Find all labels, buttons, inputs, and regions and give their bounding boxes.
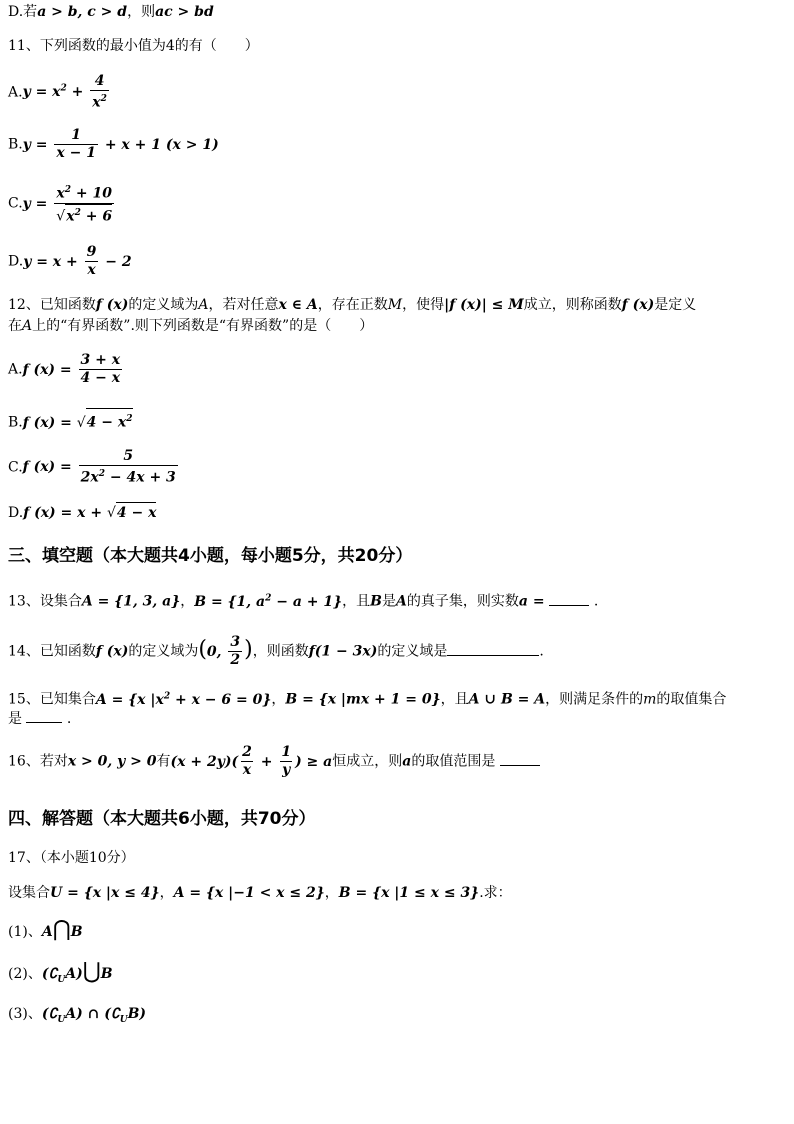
- q17-sub-3: [8, 1004, 146, 1030]
- q15-answer-blank[interactable]: [26, 722, 62, 723]
- q14-text-3: ，则函数: [252, 643, 309, 660]
- q12-a-label: A.: [8, 361, 23, 378]
- q12-text-1: 12、已知函数: [8, 297, 96, 313]
- q12-text-7: 是定义: [654, 297, 697, 313]
- q15-text-4: ，则满足条件的: [545, 691, 644, 708]
- q15-line2-text: 是: [8, 711, 22, 727]
- q11-stem: 11、下列函数的最小值为4的有（ ）: [8, 38, 259, 54]
- q12-stem-line2: [8, 316, 373, 336]
- q11-a-label: A.: [8, 84, 23, 101]
- q16-text-3: 恒成立，则: [332, 753, 403, 770]
- q13-end: .: [593, 593, 599, 610]
- q17-set-a: A = {x |−1 < x ≤ 2}: [173, 885, 325, 901]
- q12-text-4: ，存在正数: [317, 297, 388, 313]
- q17-sub-2: [8, 959, 113, 990]
- q17-sub2-expr: $(∁_UA)⋃B$: [41, 959, 113, 985]
- q17-text-1: 设集合: [8, 885, 50, 901]
- q11-option-a: [8, 73, 111, 112]
- q12-a-formula: f (x) = $\frac{3 + x}{4 - x}$: [22, 352, 121, 386]
- q16-answer-blank[interactable]: [500, 765, 540, 766]
- q14-interval: (0, $\frac{3}{2}$ ): [198, 634, 253, 668]
- q13-set-a: A = {1, 3, a}: [81, 593, 181, 610]
- q15-line2: [8, 709, 71, 729]
- q15-union: A ∪ B = A: [468, 691, 546, 708]
- q16-text-1: 16、若对: [8, 753, 68, 770]
- q11-d-label: D.: [8, 253, 24, 270]
- q15-text-3: ，且: [440, 691, 469, 708]
- q10-d-conclusion: ac > bd: [155, 4, 214, 20]
- q14-end: .: [539, 643, 544, 660]
- q17-set-u: U = {x |x ≤ 4}: [50, 885, 160, 901]
- q10-d-then: ，则: [127, 4, 156, 20]
- q14-text-4: 的定义域是: [377, 643, 448, 660]
- q13-answer-var: a =: [518, 593, 550, 610]
- q14-answer-blank[interactable]: [447, 655, 539, 656]
- q12-domain-var: A: [198, 297, 209, 313]
- q12-fx-2: f (x): [621, 297, 655, 313]
- q14-text-1: 14、已知函数: [8, 643, 96, 660]
- q15-line1: [8, 686, 726, 710]
- q11-b-formula: y = $\frac{1}{x - 1}$ + x + 1 (x > 1): [22, 127, 219, 161]
- q17-sep-2: ，: [324, 885, 339, 901]
- q13-b: B: [370, 593, 382, 610]
- q12-c-label: C.: [8, 459, 23, 476]
- q17-sub-1: [8, 917, 83, 942]
- q12-line2-text: 上的“有界函数”.则下列函数是“有界函数”的是（ ）: [32, 318, 374, 334]
- q14-f-composite: f(1 − 3x): [308, 643, 378, 660]
- q17-sub1-label: (1)、: [8, 924, 42, 940]
- q12-bound: |f (x)| ≤ M: [444, 297, 524, 313]
- q12-option-c: [8, 448, 180, 487]
- q17-head: 17、（本小题10分）: [8, 850, 135, 866]
- q15-text-2: ，: [271, 691, 286, 708]
- q12-b-formula: f $(x) = √4 - x^2$: [23, 415, 133, 431]
- q12-text-2: 的定义域为: [128, 297, 199, 313]
- q15-set-b: B = {x |mx + 1 = 0}: [285, 691, 441, 708]
- q12-text-6: 成立，则称函数: [523, 297, 622, 313]
- q14-text-2: 的定义域为: [128, 643, 199, 660]
- q13-text-2: ，: [180, 593, 195, 610]
- q17-sep-1: ，: [159, 885, 174, 901]
- q11-option-c: [8, 182, 116, 225]
- q12-text-3: ，若对任意: [208, 297, 279, 313]
- q13: [8, 588, 598, 612]
- q11-option-b: [8, 127, 219, 162]
- q15-m-var: m: [643, 691, 657, 708]
- q10-d-label: D.若: [8, 4, 38, 20]
- q12-line2-var: A: [22, 318, 33, 334]
- q12-stem-line1: [8, 295, 696, 315]
- q12-option-b: [8, 408, 133, 433]
- q12-b-label: B.: [8, 414, 23, 431]
- q17-sub3-label: (3)、: [8, 1006, 42, 1022]
- q16: [8, 744, 540, 779]
- q12-text-5: ，使得: [402, 297, 445, 313]
- q12-option-a: [8, 352, 124, 387]
- q13-text-3: ，且: [342, 593, 371, 610]
- q11-c-formula: y = $\frac{x^2 + 10}{√x^2 + 6}$: [22, 185, 113, 225]
- q12-d-formula: f (x) = x + √4 − x: [23, 505, 156, 521]
- q12-line2-prefix: 在: [8, 318, 22, 334]
- q13-text-5: 的真子集，则实数: [406, 593, 519, 610]
- section-4-title: 四、解答题（本大题共6小题，共70分）: [8, 809, 316, 829]
- q14-fx: f (x): [95, 643, 129, 660]
- q10-d-condition: a > b, c > d: [37, 4, 128, 20]
- q15-text-1: 15、已知集合: [8, 691, 96, 708]
- q12-d-label: D.: [8, 505, 24, 521]
- q11-option-d: [8, 244, 132, 279]
- q11-b-label: B.: [8, 136, 23, 153]
- q13-answer-blank[interactable]: [549, 605, 589, 606]
- q16-text-4: 的取值范围是: [411, 753, 496, 770]
- q15-set-a: A = {x $|x^2 + x - 6 = 0$}: [95, 691, 272, 708]
- q11-a-formula: $y = x^2$ + $\frac{4}{x^2}$: [22, 73, 107, 111]
- q13-a: A: [396, 593, 407, 610]
- q13-set-b: B = {1, $a^2 - a + 1$}: [194, 593, 343, 610]
- q17-sub2-label: (2)、: [8, 966, 42, 982]
- q14: [8, 634, 544, 669]
- q12-option-d: [8, 502, 156, 523]
- q11-c-label: C.: [8, 195, 23, 212]
- q15-text-5: 的取值集合: [656, 691, 727, 708]
- q16-text-2: 有: [156, 753, 171, 770]
- q13-text-4: 是: [382, 593, 396, 610]
- q10-option-d: [8, 2, 214, 22]
- q12-x-in-a: x ∈ A: [278, 297, 318, 313]
- q15-end: .: [66, 711, 72, 727]
- q11-d-formula: y = x + $\frac{9}{x}$ − 2: [23, 244, 132, 278]
- q12-pos-var: M: [387, 297, 403, 313]
- q12-c-formula: f (x) = $\frac{5}{2x^2 - 4x + 3}$: [22, 448, 176, 486]
- q17-end: .求：: [479, 885, 512, 901]
- q17-sub3-expr: $(∁_UA)$ ∩ $(∁_UB)$: [41, 1006, 147, 1025]
- q17-set-b: B = {x |1 ≤ x ≤ 3}: [338, 885, 480, 901]
- q16-a: a: [402, 753, 412, 770]
- q17-sets: [8, 883, 512, 903]
- q16-inequality: (x + 2y)( $\frac{2}{x}$ + $\frac{1}{y}$ ) ≥ a: [170, 744, 333, 778]
- q17-sub1-expr: A⋂B: [41, 917, 83, 942]
- q16-condition: x > 0, y > 0: [67, 753, 157, 770]
- section-3-title: 三、填空题（本大题共4小题，每小题5分，共20分）: [8, 546, 413, 566]
- q12-fx-1: f (x): [95, 297, 129, 313]
- q13-text-1: 13、设集合: [8, 593, 82, 610]
